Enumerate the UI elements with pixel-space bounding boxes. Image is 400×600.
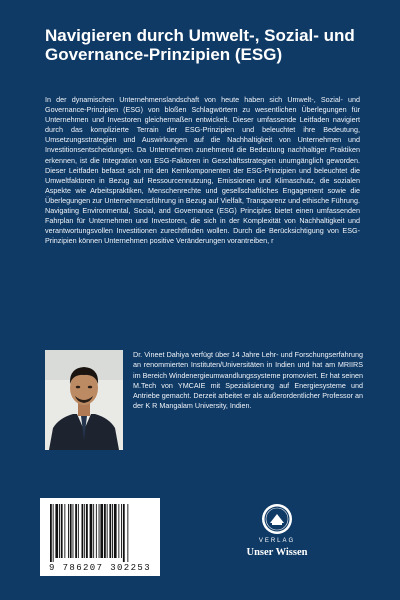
- book-title: Navigieren durch Umwelt-, Sozial- und Governance-Prinzipien (ESG): [45, 26, 355, 64]
- barcode-icon: [40, 498, 160, 564]
- publisher-name: Unser Wissen: [246, 547, 308, 558]
- publisher-block: [222, 503, 332, 573]
- publisher-seal-icon: [261, 503, 293, 535]
- author-bio: Dr. Vineet Dahiya verfügt über 14 Jahre Lehr- und Forschungserfahrung an renommierten Instituten/Universitäten in Indien und hat am MRIIRS im Bereich Windenergieumwandlungssysteme promoviert. Er hat seinen M.Tech von YMCAIE mit Spezialisierung auf Energiesysteme und Antriebe gemacht. Derzeit arbeitet er als außerordentlicher Professor an der K R Mangalam University, Indien.: [133, 350, 363, 411]
- isbn-number: 9 786207 302253: [48, 563, 151, 573]
- author-portrait-icon: [45, 350, 123, 450]
- publisher-label: VERLAG: [258, 538, 296, 544]
- isbn-barcode: [40, 498, 160, 576]
- author-photo: [45, 350, 123, 450]
- book-description: In der dynamischen Unternehmenslandschaft von heute haben sich Umwelt-, Sozial- und Governance-Prinzipien (ESG) von bloßen Schlagwörtern zu wesentlichen Überlegungen für Unternehmen und Investoren gleichermaßen entwickelt. Dieser umfassende Leitfaden navigiert durch das komplizierte Terrain der ESG-Prinzipien und beleuchtet ihre Bedeutung, Umsetzungsstrategien und Auswirkungen auf die Nachhaltigkeit von Unternehmen und Investitionsentscheidungen. Da Unternehmen zunehmend die Bedeutung nachhaltiger Praktiken erkennen, ist die Integration von ESG-Faktoren in Geschäftsstrategien unumgänglich geworden. Dieser Leitfaden befasst sich mit den Kernkomponenten der ESG-Prinzipien und beleuchtet die Umweltfaktoren in Bezug auf Ressourcennutzung, Emissionen und Klimaschutz, die sozialen Aspekte wie Arbeitspraktiken, Menschenrechte und gesellschaftliches Engagement sowie die Überlegungen zur Unternehmensführung in Bezug auf Vielfalt, Transparenz und ethische Führung. Navigating Environmental, Social, and Governance (ESG) Principles bietet einen umfassenden Fahrplan für Unternehmen und Investoren, die sich in der Komplexität von Nachhaltigkeit und verantwortungsvollen Investitionen zurechtfinden wollen. Durch die Berücksichtigung von ESG-Prinzipien können Unternehmen positive Veränderungen vorantreiben, r: [45, 95, 360, 246]
